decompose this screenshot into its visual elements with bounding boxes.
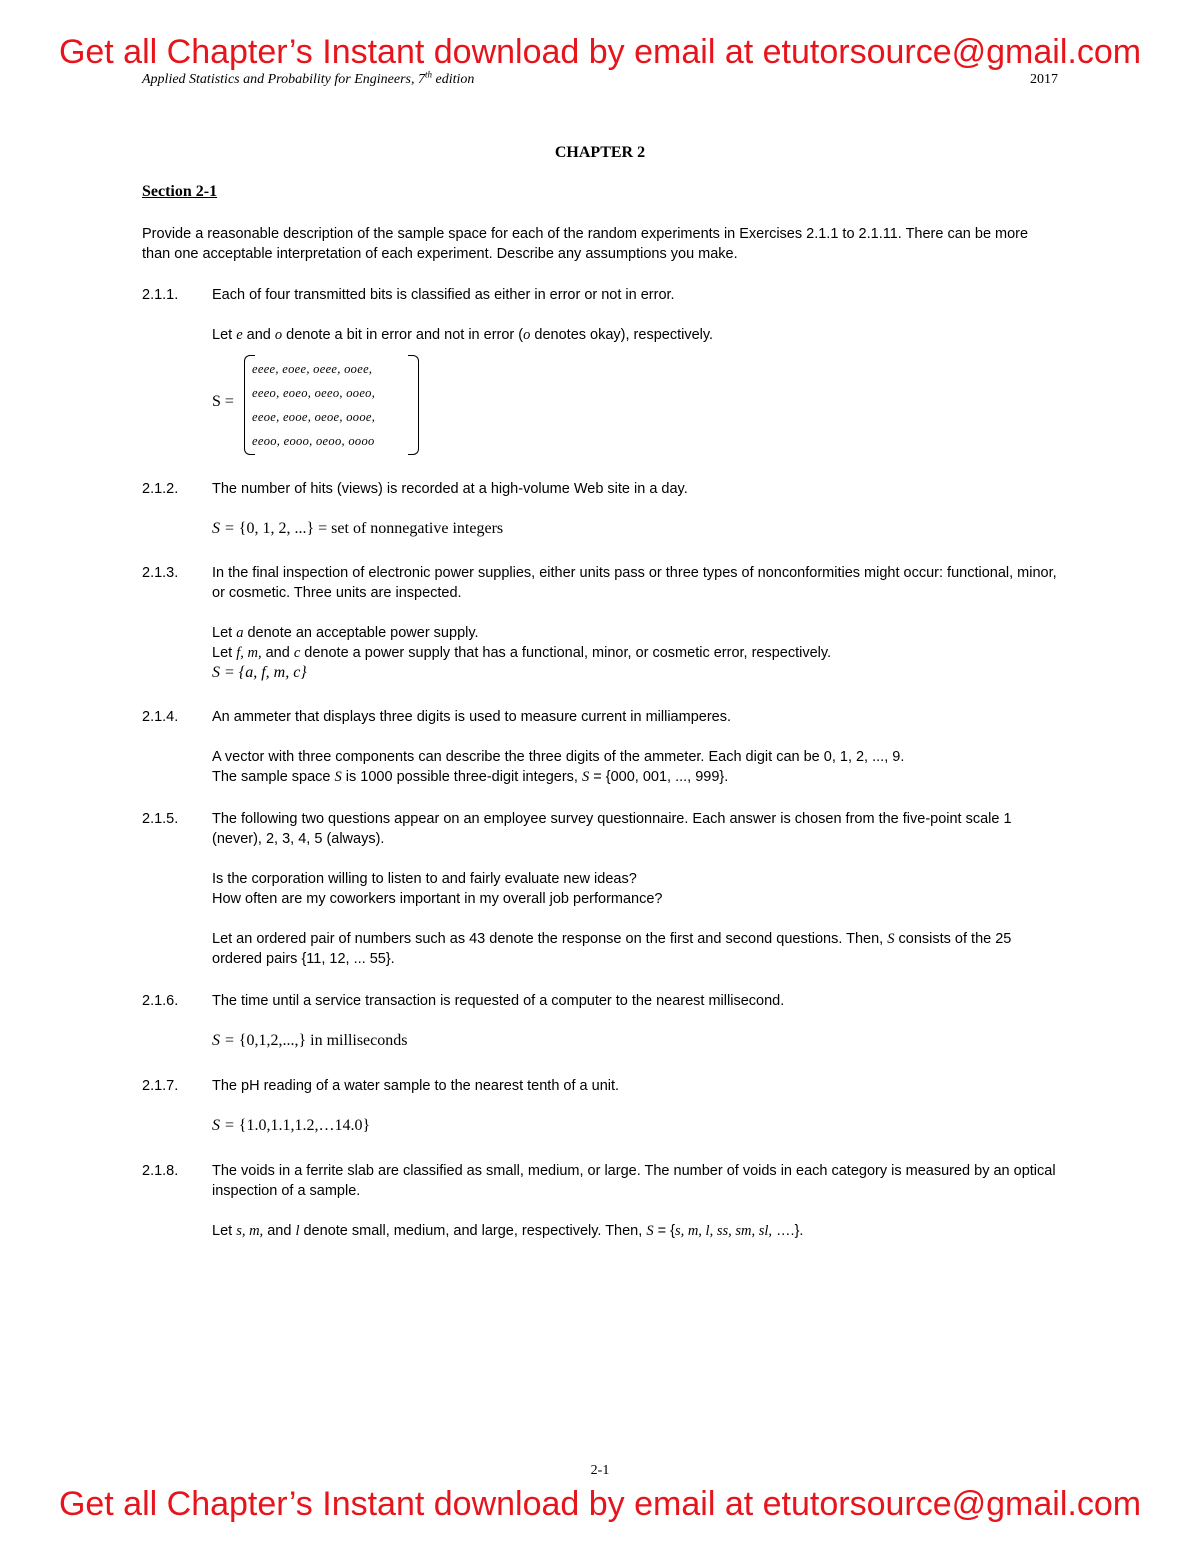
matrix-rows xyxy=(252,357,375,453)
exercise-answer: Let an ordered pair of numbers such as 43 denote the response on the first and second questions. Then, S consists of the 25 ordered pairs {11, 12, ... 55}. xyxy=(212,931,1012,967)
survey-question: Is the corporation willing to listen to and fairly evaluate new ideas? xyxy=(212,871,637,887)
exercise-number: 2.1.6. xyxy=(142,993,179,1009)
running-head xyxy=(142,69,1058,94)
promo-banner-top: Get all Chapter’s Instant download by email at etutorsource@gmail.com xyxy=(58,33,1142,71)
edition-year: 2017 xyxy=(1030,72,1058,87)
exercise-statement: An ammeter that displays three digits is used to measure current in milliamperes. xyxy=(212,709,731,725)
right-brace xyxy=(408,355,419,455)
exercise-statement: The following two questions appear on an employee survey questionnaire. Each answer is chosen from the five-point scale 1 (never), 2, 3, 4, 5 (always). xyxy=(212,811,1012,847)
matrix-row: eeee, eoee, oeee, ooee, xyxy=(252,362,373,376)
exercise-number: 2.1.1. xyxy=(142,287,179,303)
intro-paragraph: Provide a reasonable description of the sample space for each of the random experiments in Exercises 2.1.1 to 2.1.11. There can be more than one acceptable interpretation of each experiment. Describe any assumptions you make. xyxy=(142,226,1029,262)
exercise-answer: S = {0, 1, 2, ...} = set of nonnegative integers xyxy=(212,520,504,537)
exercise-answer-line: A vector with three components can describe the three digits of the ammeter. Each digit can be 0, 1, 2, ..., 9. xyxy=(212,749,905,765)
exercise-answer: S = {1.0,1.1,1.2,…14.0} xyxy=(212,1117,371,1134)
survey-question: How often are my coworkers important in my overall job performance? xyxy=(212,891,663,907)
exercise-statement: The pH reading of a water sample to the nearest tenth of a unit. xyxy=(212,1078,620,1094)
exercise-statement: The voids in a ferrite slab are classified as small, medium, or large. The number of voids in each category is measured by an optical inspection of a sample. xyxy=(212,1163,1056,1199)
exercise-answer: Let e and o denote a bit in error and not in error (o denotes okay), respectively. xyxy=(212,327,714,343)
page-number: 2-1 xyxy=(590,1463,610,1478)
section-heading: Section 2-1 xyxy=(142,183,218,200)
exercise-number: 2.1.8. xyxy=(142,1163,179,1179)
exercise-statement: The number of hits (views) is recorded at a high-volume Web site in a day. xyxy=(212,481,688,497)
exercise-answer: S = {0,1,2,...,} in milliseconds xyxy=(212,1032,408,1049)
matrix-row: eeoo, eooo, oeoo, oooo xyxy=(252,434,375,448)
exercise-answer-line: Let a denote an acceptable power supply. xyxy=(212,625,479,641)
matrix-row: eeoe, eooe, oeoe, oooe, xyxy=(252,410,376,424)
exercise-statement: Each of four transmitted bits is classified as either in error or not in error. xyxy=(212,287,675,303)
exercise-number: 2.1.4. xyxy=(142,709,179,725)
chapter-title: CHAPTER 2 xyxy=(554,144,646,161)
exercise-number: 2.1.3. xyxy=(142,565,179,581)
sample-space-matrix xyxy=(212,355,432,455)
exercise-answer-set: S = {a, f, m, c} xyxy=(212,664,307,681)
promo-banner-bottom: Get all Chapter’s Instant download by email at etutorsource@gmail.com xyxy=(58,1485,1142,1523)
book-title: Applied Statistics and Probability for Engineers, 7th edition xyxy=(142,69,475,87)
exercise-number: 2.1.7. xyxy=(142,1078,179,1094)
exercise-statement: In the final inspection of electronic power supplies, either units pass or three types of nonconformities might occur: functional, minor, or cosmetic. Three units are inspected. xyxy=(212,565,1057,601)
exercise-answer-line: Let f, m, and c denote a power supply that has a functional, minor, or cosmetic error, respectively. xyxy=(212,645,832,661)
exercise-answer: Let s, m, and l denote small, medium, and large, respectively. Then, S = {s, m, l, ss, sm, sl, ….}. xyxy=(212,1223,804,1239)
exercise-statement: The time until a service transaction is requested of a computer to the nearest millisecond. xyxy=(212,993,785,1009)
exercise-number: 2.1.5. xyxy=(142,811,179,827)
matrix-lhs: S = xyxy=(212,393,234,410)
exercise-answer-line: The sample space S is 1000 possible three-digit integers, S = {000, 001, ..., 999}. xyxy=(212,769,729,785)
exercise-number: 2.1.2. xyxy=(142,481,179,497)
matrix-row: eeeo, eoeo, oeeo, ooeo, xyxy=(252,386,376,400)
